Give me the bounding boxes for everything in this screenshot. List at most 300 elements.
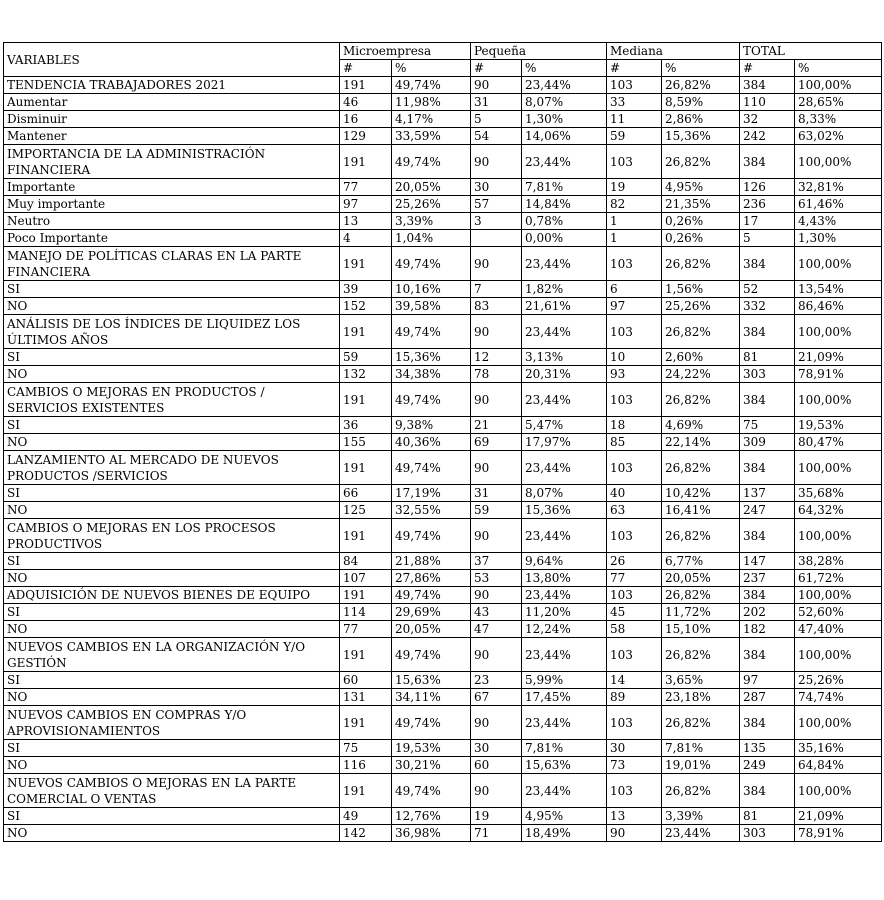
mediana-percent-cell: 15,10% [662,621,740,638]
mediana-percent-cell: 0,26% [662,213,740,230]
row-label: NO [4,298,340,315]
micro-percent-cell: 30,21% [392,757,471,774]
pequena-count-cell: 90 [471,706,522,740]
header-row-groups [4,43,882,60]
mediana-count-cell: 89 [607,689,662,706]
total-count-cell: 147 [740,553,795,570]
micro-count-cell: 66 [340,485,392,502]
header-percent: % [795,60,882,77]
total-count-cell: 332 [740,298,795,315]
mediana-count-cell: 45 [607,604,662,621]
row-label: IMPORTANCIA DE LA ADMINISTRACIÓN FINANCIERA [4,145,340,179]
row-label: Mantener [4,128,340,145]
pequena-percent-cell: 11,20% [522,604,607,621]
table-row [4,230,882,247]
mediana-percent-cell: 16,41% [662,502,740,519]
micro-count-cell: 75 [340,740,392,757]
total-percent-cell: 100,00% [795,451,882,485]
pequena-percent-cell: 1,82% [522,281,607,298]
category-row [4,706,882,740]
pequena-count-cell: 7 [471,281,522,298]
micro-percent-cell: 32,55% [392,502,471,519]
micro-percent-cell: 36,98% [392,825,471,842]
total-percent-cell: 28,65% [795,94,882,111]
total-count-cell: 75 [740,417,795,434]
table-row [4,570,882,587]
category-row [4,451,882,485]
micro-count-cell: 132 [340,366,392,383]
pequena-count-cell: 21 [471,417,522,434]
mediana-percent-cell: 20,05% [662,570,740,587]
row-label: NO [4,502,340,519]
micro-percent-cell: 15,36% [392,349,471,366]
pequena-count-cell: 30 [471,740,522,757]
micro-count-cell: 60 [340,672,392,689]
pequena-percent-cell: 1,30% [522,111,607,128]
mediana-percent-cell: 26,82% [662,638,740,672]
mediana-percent-cell: 22,14% [662,434,740,451]
header-percent: % [522,60,607,77]
micro-percent-cell: 21,88% [392,553,471,570]
row-label: SI [4,740,340,757]
pequena-percent-cell: 4,95% [522,808,607,825]
mediana-count-cell: 13 [607,808,662,825]
pequena-count-cell: 90 [471,638,522,672]
row-label: TENDENCIA TRABAJADORES 2021 [4,77,340,94]
mediana-count-cell: 103 [607,247,662,281]
micro-percent-cell: 12,76% [392,808,471,825]
header-group-microempresa: Microempresa [340,43,471,60]
pequena-percent-cell: 3,13% [522,349,607,366]
micro-count-cell: 59 [340,349,392,366]
mediana-count-cell: 58 [607,621,662,638]
pequena-count-cell: 67 [471,689,522,706]
micro-count-cell: 142 [340,825,392,842]
total-count-cell: 135 [740,740,795,757]
mediana-count-cell: 59 [607,128,662,145]
total-percent-cell: 100,00% [795,638,882,672]
table-row [4,808,882,825]
pequena-percent-cell: 8,07% [522,485,607,502]
table-row [4,621,882,638]
row-label: NUEVOS CAMBIOS EN LA ORGANIZACIÓN Y/O GESTIÓN [4,638,340,672]
pequena-count-cell: 90 [471,315,522,349]
total-percent-cell: 78,91% [795,825,882,842]
total-count-cell: 81 [740,349,795,366]
total-percent-cell: 100,00% [795,519,882,553]
micro-percent-cell: 34,11% [392,689,471,706]
pequena-count-cell: 31 [471,485,522,502]
mediana-percent-cell: 21,35% [662,196,740,213]
pequena-count-cell: 83 [471,298,522,315]
micro-count-cell: 191 [340,638,392,672]
micro-percent-cell: 34,38% [392,366,471,383]
pequena-count-cell: 5 [471,111,522,128]
pequena-percent-cell: 5,99% [522,672,607,689]
pequena-count-cell: 90 [471,247,522,281]
micro-count-cell: 4 [340,230,392,247]
micro-percent-cell: 49,74% [392,247,471,281]
row-label: NO [4,621,340,638]
mediana-count-cell: 6 [607,281,662,298]
mediana-percent-cell: 24,22% [662,366,740,383]
total-percent-cell: 100,00% [795,706,882,740]
pequena-count-cell: 60 [471,757,522,774]
total-count-cell: 81 [740,808,795,825]
micro-percent-cell: 49,74% [392,77,471,94]
micro-count-cell: 155 [340,434,392,451]
micro-count-cell: 16 [340,111,392,128]
mediana-count-cell: 14 [607,672,662,689]
pequena-percent-cell: 23,44% [522,519,607,553]
micro-percent-cell: 49,74% [392,587,471,604]
mediana-percent-cell: 10,42% [662,485,740,502]
pequena-percent-cell: 15,63% [522,757,607,774]
micro-count-cell: 77 [340,621,392,638]
pequena-count-cell [471,230,522,247]
total-count-cell: 384 [740,774,795,808]
total-percent-cell: 19,53% [795,417,882,434]
micro-count-cell: 125 [340,502,392,519]
category-row [4,77,882,94]
pequena-count-cell: 90 [471,145,522,179]
table-row [4,485,882,502]
row-label: SI [4,604,340,621]
pequena-count-cell: 90 [471,519,522,553]
pequena-percent-cell: 13,80% [522,570,607,587]
mediana-percent-cell: 4,95% [662,179,740,196]
total-count-cell: 97 [740,672,795,689]
micro-percent-cell: 4,17% [392,111,471,128]
micro-count-cell: 116 [340,757,392,774]
mediana-count-cell: 63 [607,502,662,519]
micro-percent-cell: 49,74% [392,451,471,485]
row-label: NO [4,757,340,774]
mediana-percent-cell: 26,82% [662,315,740,349]
mediana-percent-cell: 26,82% [662,77,740,94]
row-label: Neutro [4,213,340,230]
total-count-cell: 110 [740,94,795,111]
mediana-count-cell: 18 [607,417,662,434]
table-row [4,128,882,145]
total-count-cell: 242 [740,128,795,145]
pequena-percent-cell: 23,44% [522,638,607,672]
total-percent-cell: 38,28% [795,553,882,570]
mediana-count-cell: 103 [607,451,662,485]
pequena-percent-cell: 0,00% [522,230,607,247]
mediana-percent-cell: 26,82% [662,519,740,553]
pequena-count-cell: 47 [471,621,522,638]
row-label: NUEVOS CAMBIOS O MEJORAS EN LA PARTE COMERCIAL O VENTAS [4,774,340,808]
total-percent-cell: 13,54% [795,281,882,298]
mediana-count-cell: 103 [607,638,662,672]
micro-count-cell: 131 [340,689,392,706]
total-count-cell: 384 [740,519,795,553]
row-label: SI [4,281,340,298]
pequena-count-cell: 37 [471,553,522,570]
mediana-count-cell: 73 [607,757,662,774]
micro-percent-cell: 49,74% [392,145,471,179]
micro-percent-cell: 25,26% [392,196,471,213]
total-count-cell: 309 [740,434,795,451]
category-row [4,774,882,808]
micro-percent-cell: 33,59% [392,128,471,145]
mediana-count-cell: 1 [607,213,662,230]
row-label: Importante [4,179,340,196]
total-count-cell: 384 [740,587,795,604]
micro-count-cell: 46 [340,94,392,111]
pequena-count-cell: 23 [471,672,522,689]
table-row [4,502,882,519]
total-percent-cell: 100,00% [795,587,882,604]
mediana-percent-cell: 3,39% [662,808,740,825]
pequena-percent-cell: 12,24% [522,621,607,638]
total-count-cell: 303 [740,366,795,383]
table-row [4,111,882,128]
pequena-percent-cell: 8,07% [522,94,607,111]
mediana-count-cell: 103 [607,77,662,94]
mediana-count-cell: 26 [607,553,662,570]
micro-count-cell: 191 [340,587,392,604]
micro-percent-cell: 11,98% [392,94,471,111]
row-label: NUEVOS CAMBIOS EN COMPRAS Y/O APROVISIONAMIENTOS [4,706,340,740]
mediana-count-cell: 103 [607,519,662,553]
mediana-percent-cell: 26,82% [662,247,740,281]
micro-count-cell: 114 [340,604,392,621]
total-percent-cell: 78,91% [795,366,882,383]
total-percent-cell: 4,43% [795,213,882,230]
mediana-count-cell: 33 [607,94,662,111]
mediana-percent-cell: 26,82% [662,451,740,485]
pequena-count-cell: 90 [471,587,522,604]
header-group-pequena: Pequeña [471,43,607,60]
row-label: NO [4,570,340,587]
total-count-cell: 303 [740,825,795,842]
pequena-count-cell: 12 [471,349,522,366]
pequena-percent-cell: 23,44% [522,774,607,808]
micro-count-cell: 191 [340,247,392,281]
row-label: LANZAMIENTO AL MERCADO DE NUEVOS PRODUCTOS /SERVICIOS [4,451,340,485]
total-count-cell: 384 [740,383,795,417]
mediana-count-cell: 103 [607,383,662,417]
micro-count-cell: 84 [340,553,392,570]
mediana-percent-cell: 2,86% [662,111,740,128]
total-percent-cell: 8,33% [795,111,882,128]
total-percent-cell: 52,60% [795,604,882,621]
category-row [4,519,882,553]
mediana-percent-cell: 26,82% [662,706,740,740]
row-label: MANEJO DE POLÍTICAS CLARAS EN LA PARTE FINANCIERA [4,247,340,281]
row-label: Muy importante [4,196,340,213]
table-row [4,94,882,111]
micro-count-cell: 39 [340,281,392,298]
header-group-mediana: Mediana [607,43,740,60]
header-group-total: TOTAL [740,43,882,60]
total-percent-cell: 35,68% [795,485,882,502]
pequena-count-cell: 53 [471,570,522,587]
header-count: # [471,60,522,77]
total-percent-cell: 64,84% [795,757,882,774]
table-row [4,740,882,757]
mediana-percent-cell: 2,60% [662,349,740,366]
mediana-percent-cell: 3,65% [662,672,740,689]
mediana-count-cell: 77 [607,570,662,587]
pequena-percent-cell: 7,81% [522,740,607,757]
pequena-count-cell: 69 [471,434,522,451]
micro-count-cell: 191 [340,145,392,179]
micro-percent-cell: 49,74% [392,383,471,417]
total-count-cell: 202 [740,604,795,621]
micro-count-cell: 129 [340,128,392,145]
pequena-percent-cell: 23,44% [522,383,607,417]
table-row [4,179,882,196]
total-count-cell: 52 [740,281,795,298]
total-count-cell: 126 [740,179,795,196]
table-row [4,825,882,842]
header-count: # [340,60,392,77]
table-row [4,689,882,706]
micro-percent-cell: 20,05% [392,179,471,196]
total-count-cell: 384 [740,451,795,485]
mediana-percent-cell: 26,82% [662,145,740,179]
micro-count-cell: 191 [340,315,392,349]
total-count-cell: 247 [740,502,795,519]
total-percent-cell: 100,00% [795,247,882,281]
table-row [4,213,882,230]
micro-percent-cell: 19,53% [392,740,471,757]
total-percent-cell: 25,26% [795,672,882,689]
mediana-count-cell: 103 [607,774,662,808]
micro-percent-cell: 1,04% [392,230,471,247]
micro-count-cell: 191 [340,451,392,485]
mediana-count-cell: 103 [607,315,662,349]
total-percent-cell: 32,81% [795,179,882,196]
mediana-count-cell: 90 [607,825,662,842]
pequena-count-cell: 43 [471,604,522,621]
micro-count-cell: 49 [340,808,392,825]
total-percent-cell: 100,00% [795,774,882,808]
row-label: CAMBIOS O MEJORAS EN LOS PROCESOS PRODUCTIVOS [4,519,340,553]
pequena-count-cell: 71 [471,825,522,842]
micro-percent-cell: 15,63% [392,672,471,689]
mediana-count-cell: 103 [607,145,662,179]
total-count-cell: 384 [740,145,795,179]
mediana-count-cell: 19 [607,179,662,196]
table-row [4,366,882,383]
total-percent-cell: 100,00% [795,315,882,349]
total-percent-cell: 86,46% [795,298,882,315]
total-percent-cell: 80,47% [795,434,882,451]
total-count-cell: 236 [740,196,795,213]
mediana-percent-cell: 15,36% [662,128,740,145]
category-row [4,315,882,349]
total-percent-cell: 61,46% [795,196,882,213]
micro-count-cell: 191 [340,519,392,553]
micro-count-cell: 13 [340,213,392,230]
micro-percent-cell: 10,16% [392,281,471,298]
pequena-count-cell: 54 [471,128,522,145]
mediana-percent-cell: 11,72% [662,604,740,621]
pequena-percent-cell: 17,97% [522,434,607,451]
pequena-count-cell: 90 [471,451,522,485]
category-row [4,638,882,672]
table-row [4,196,882,213]
micro-count-cell: 77 [340,179,392,196]
micro-percent-cell: 17,19% [392,485,471,502]
micro-percent-cell: 29,69% [392,604,471,621]
mediana-percent-cell: 26,82% [662,383,740,417]
header-percent: % [392,60,471,77]
micro-count-cell: 191 [340,77,392,94]
pequena-percent-cell: 23,44% [522,315,607,349]
pequena-count-cell: 57 [471,196,522,213]
mediana-count-cell: 82 [607,196,662,213]
row-label: CAMBIOS O MEJORAS EN PRODUCTOS / SERVICIOS EXISTENTES [4,383,340,417]
total-count-cell: 287 [740,689,795,706]
pequena-percent-cell: 17,45% [522,689,607,706]
category-row [4,145,882,179]
micro-count-cell: 191 [340,383,392,417]
pequena-count-cell: 90 [471,774,522,808]
row-label: Poco Importante [4,230,340,247]
micro-count-cell: 97 [340,196,392,213]
table-row [4,417,882,434]
total-percent-cell: 47,40% [795,621,882,638]
total-count-cell: 249 [740,757,795,774]
total-count-cell: 384 [740,638,795,672]
table-row [4,672,882,689]
mediana-percent-cell: 26,82% [662,587,740,604]
total-count-cell: 384 [740,315,795,349]
total-percent-cell: 63,02% [795,128,882,145]
pequena-percent-cell: 0,78% [522,213,607,230]
pequena-count-cell: 31 [471,94,522,111]
header-count: # [740,60,795,77]
mediana-count-cell: 40 [607,485,662,502]
micro-count-cell: 191 [340,774,392,808]
table-row [4,604,882,621]
pequena-percent-cell: 7,81% [522,179,607,196]
micro-count-cell: 107 [340,570,392,587]
pequena-count-cell: 30 [471,179,522,196]
total-count-cell: 384 [740,77,795,94]
total-count-cell: 137 [740,485,795,502]
mediana-percent-cell: 6,77% [662,553,740,570]
row-label: SI [4,349,340,366]
pequena-count-cell: 90 [471,77,522,94]
row-label: NO [4,825,340,842]
total-percent-cell: 1,30% [795,230,882,247]
total-percent-cell: 100,00% [795,383,882,417]
table-row [4,553,882,570]
mediana-percent-cell: 0,26% [662,230,740,247]
table-row [4,757,882,774]
total-count-cell: 384 [740,247,795,281]
micro-percent-cell: 49,74% [392,774,471,808]
total-count-cell: 17 [740,213,795,230]
mediana-count-cell: 85 [607,434,662,451]
total-percent-cell: 21,09% [795,808,882,825]
mediana-percent-cell: 4,69% [662,417,740,434]
total-count-cell: 384 [740,706,795,740]
pequena-percent-cell: 18,49% [522,825,607,842]
mediana-count-cell: 30 [607,740,662,757]
pequena-percent-cell: 23,44% [522,587,607,604]
pequena-percent-cell: 5,47% [522,417,607,434]
mediana-count-cell: 103 [607,587,662,604]
pequena-percent-cell: 20,31% [522,366,607,383]
row-label: NO [4,366,340,383]
